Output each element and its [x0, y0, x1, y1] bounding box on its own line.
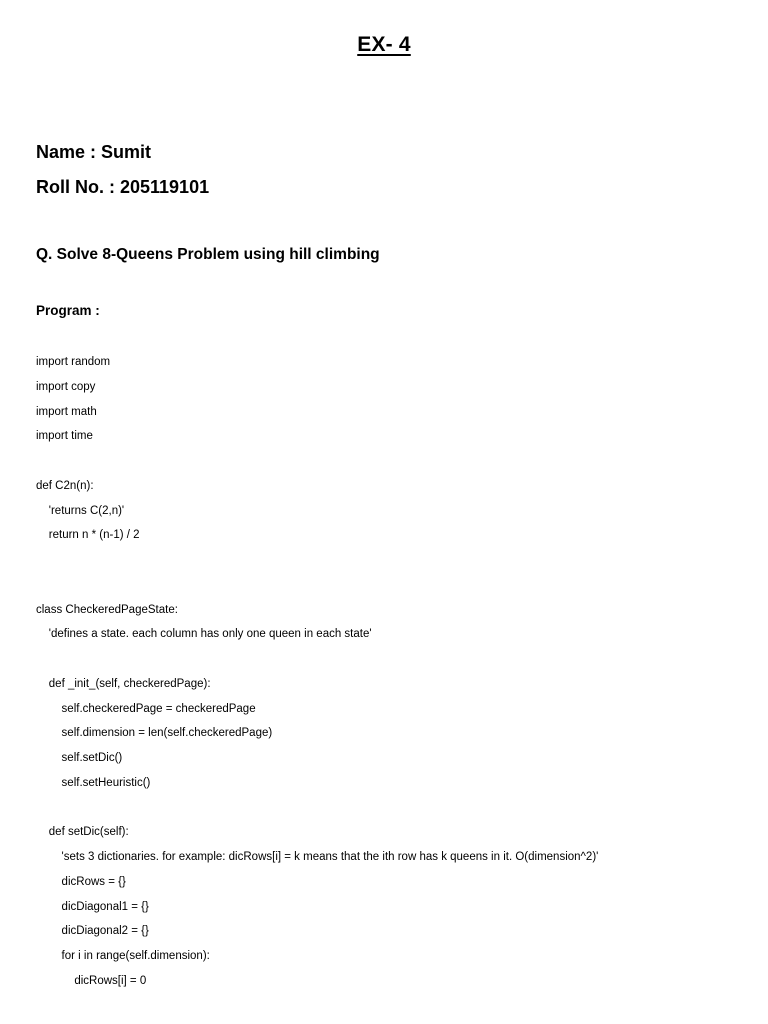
question-text: Q. Solve 8-Queens Problem using hill climbing: [36, 246, 380, 263]
code-line: [36, 650, 598, 675]
code-line: 'defines a state. each column has only one queen in each state': [36, 628, 372, 641]
program-label: Program :: [36, 303, 100, 318]
code-line: dicRows[i] = 0: [36, 974, 147, 987]
code-line: dicRows = {}: [36, 875, 126, 888]
code-block: [36, 353, 598, 997]
code-line: self.dimension = len(self.checkeredPage): [36, 727, 273, 740]
code-line: [36, 452, 598, 477]
code-line: import math: [36, 405, 97, 418]
code-line: [36, 799, 598, 824]
code-line: dicDiagonal1 = {}: [36, 900, 149, 913]
code-line: self.setDic(): [36, 752, 123, 764]
code-line: for i in range(self.dimension):: [36, 950, 210, 962]
code-line: import time: [36, 430, 93, 443]
code-line: def _init_(self, checkeredPage):: [36, 677, 211, 690]
code-line: import random: [36, 356, 111, 368]
code-line: self.setHeuristic(): [36, 776, 151, 789]
code-line: 'sets 3 dictionaries. for example: dicRows[i] = k means that the ith row has k queens in it. O(dimension^2)': [36, 851, 599, 863]
code-line: [36, 551, 598, 576]
code-line: 'returns C(2,n)': [36, 504, 125, 517]
code-line: return n * (n-1) / 2: [36, 529, 140, 542]
student-name: Name : Sumit: [36, 142, 152, 162]
roll-number: Roll No. : 205119101: [36, 177, 210, 197]
code-line: [36, 576, 598, 601]
code-line: def setDic(self):: [36, 826, 129, 839]
code-line: dicDiagonal2 = {}: [36, 925, 149, 938]
document-title: EX- 4: [357, 33, 411, 56]
code-line: class CheckeredPageState:: [36, 603, 178, 616]
code-line: self.checkeredPage = checkeredPage: [36, 702, 256, 715]
code-line: import copy: [36, 380, 96, 393]
code-line: def C2n(n):: [36, 479, 94, 492]
